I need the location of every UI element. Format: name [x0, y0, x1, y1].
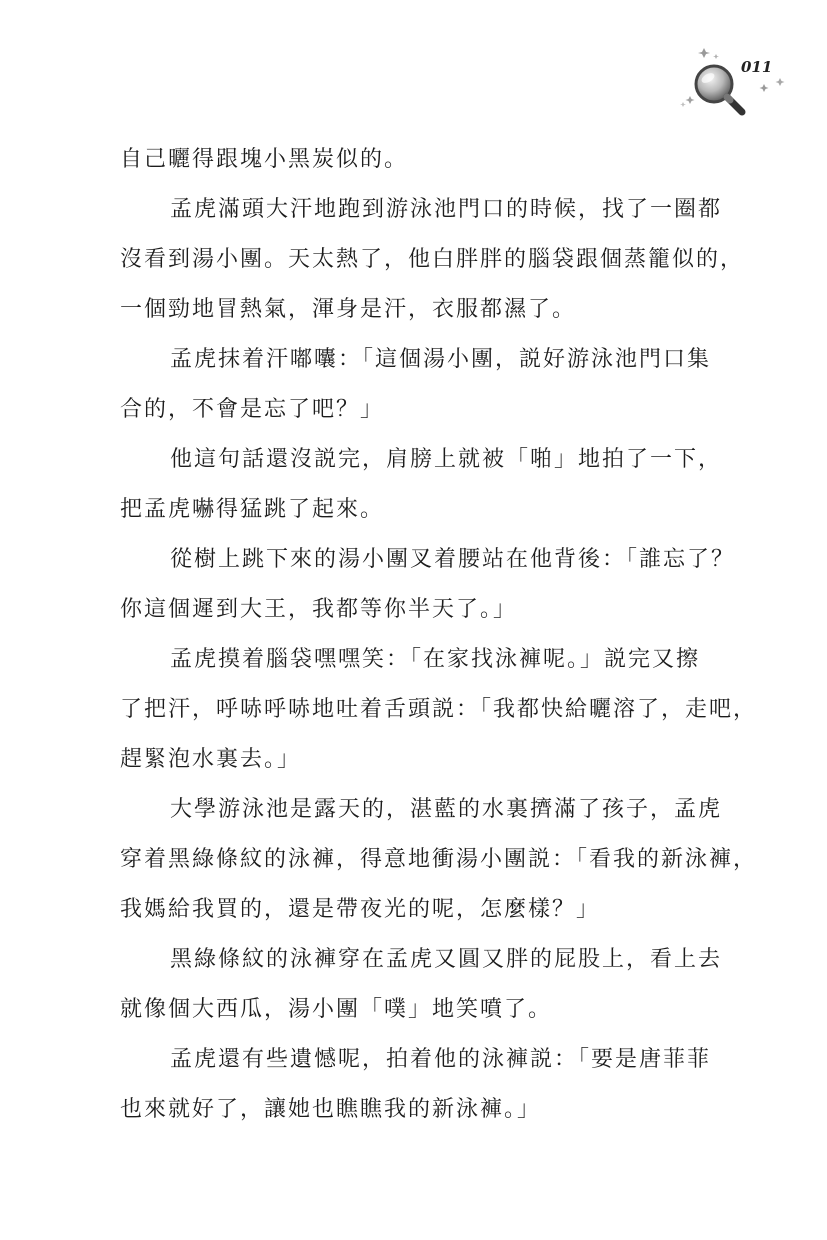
text-line: 自己曬得跟塊小黑炭似的。 [120, 147, 409, 172]
text-line: 從樹上跳下來的湯小團叉着腰站在他背後：「誰忘了？ [170, 547, 736, 572]
text-line: 孟虎還有些遺憾呢，拍着他的泳褲説：「要是唐菲菲 [170, 1047, 712, 1072]
text-line: 穿着黑綠條紋的泳褲，得意地衝湯小團説：「看我的新泳褲， [120, 847, 758, 872]
text-line: 也來就好了，讓她也瞧瞧我的新泳褲。」 [120, 1097, 542, 1122]
page-number: 011 [741, 58, 773, 76]
text-line: 他這句話還沒説完，肩膀上就被「啪」地拍了一下， [170, 447, 723, 472]
body-text [120, 135, 758, 1135]
text-line: 孟虎抹着汗嘟囔：「這個湯小團，説好游泳池門口集 [170, 347, 712, 372]
text-line: 沒看到湯小團。天太熱了，他白胖胖的腦袋跟個蒸籠似的， [120, 247, 745, 272]
text-line: 黑綠條紋的泳褲穿在孟虎又圓又胖的屁股上，看上去 [170, 947, 723, 972]
text-line: 孟虎摸着腦袋嘿嘿笑：「在家找泳褲呢。」説完又擦 [170, 647, 701, 672]
text-line: 把孟虎嚇得猛跳了起來。 [120, 497, 385, 522]
text-line: 就像個大西瓜，湯小團「噗」地笑噴了。 [120, 997, 553, 1022]
text-line: 了把汗，呼哧呼哧地吐着舌頭説：「我都快給曬溶了，走吧， [120, 697, 758, 722]
text-line: 趕緊泡水裏去。」 [120, 747, 302, 772]
text-line: 一個勁地冒熱氣，渾身是汗，衣服都濕了。 [120, 297, 577, 322]
magnifying-glass-icon [676, 40, 796, 120]
text-line: 你這個遲到大王，我都等你半天了。」 [120, 597, 518, 622]
magnifying-glass-ornament [676, 40, 796, 120]
text-line: 合的，不會是忘了吧？」 [120, 397, 385, 422]
text-line: 我媽給我買的，還是帶夜光的呢，怎麼樣？」 [120, 897, 601, 922]
text-line: 大學游泳池是露天的，湛藍的水裏擠滿了孩子，孟虎 [170, 797, 723, 822]
text-line: 孟虎滿頭大汗地跑到游泳池門口的時候，找了一圈都 [170, 197, 723, 222]
